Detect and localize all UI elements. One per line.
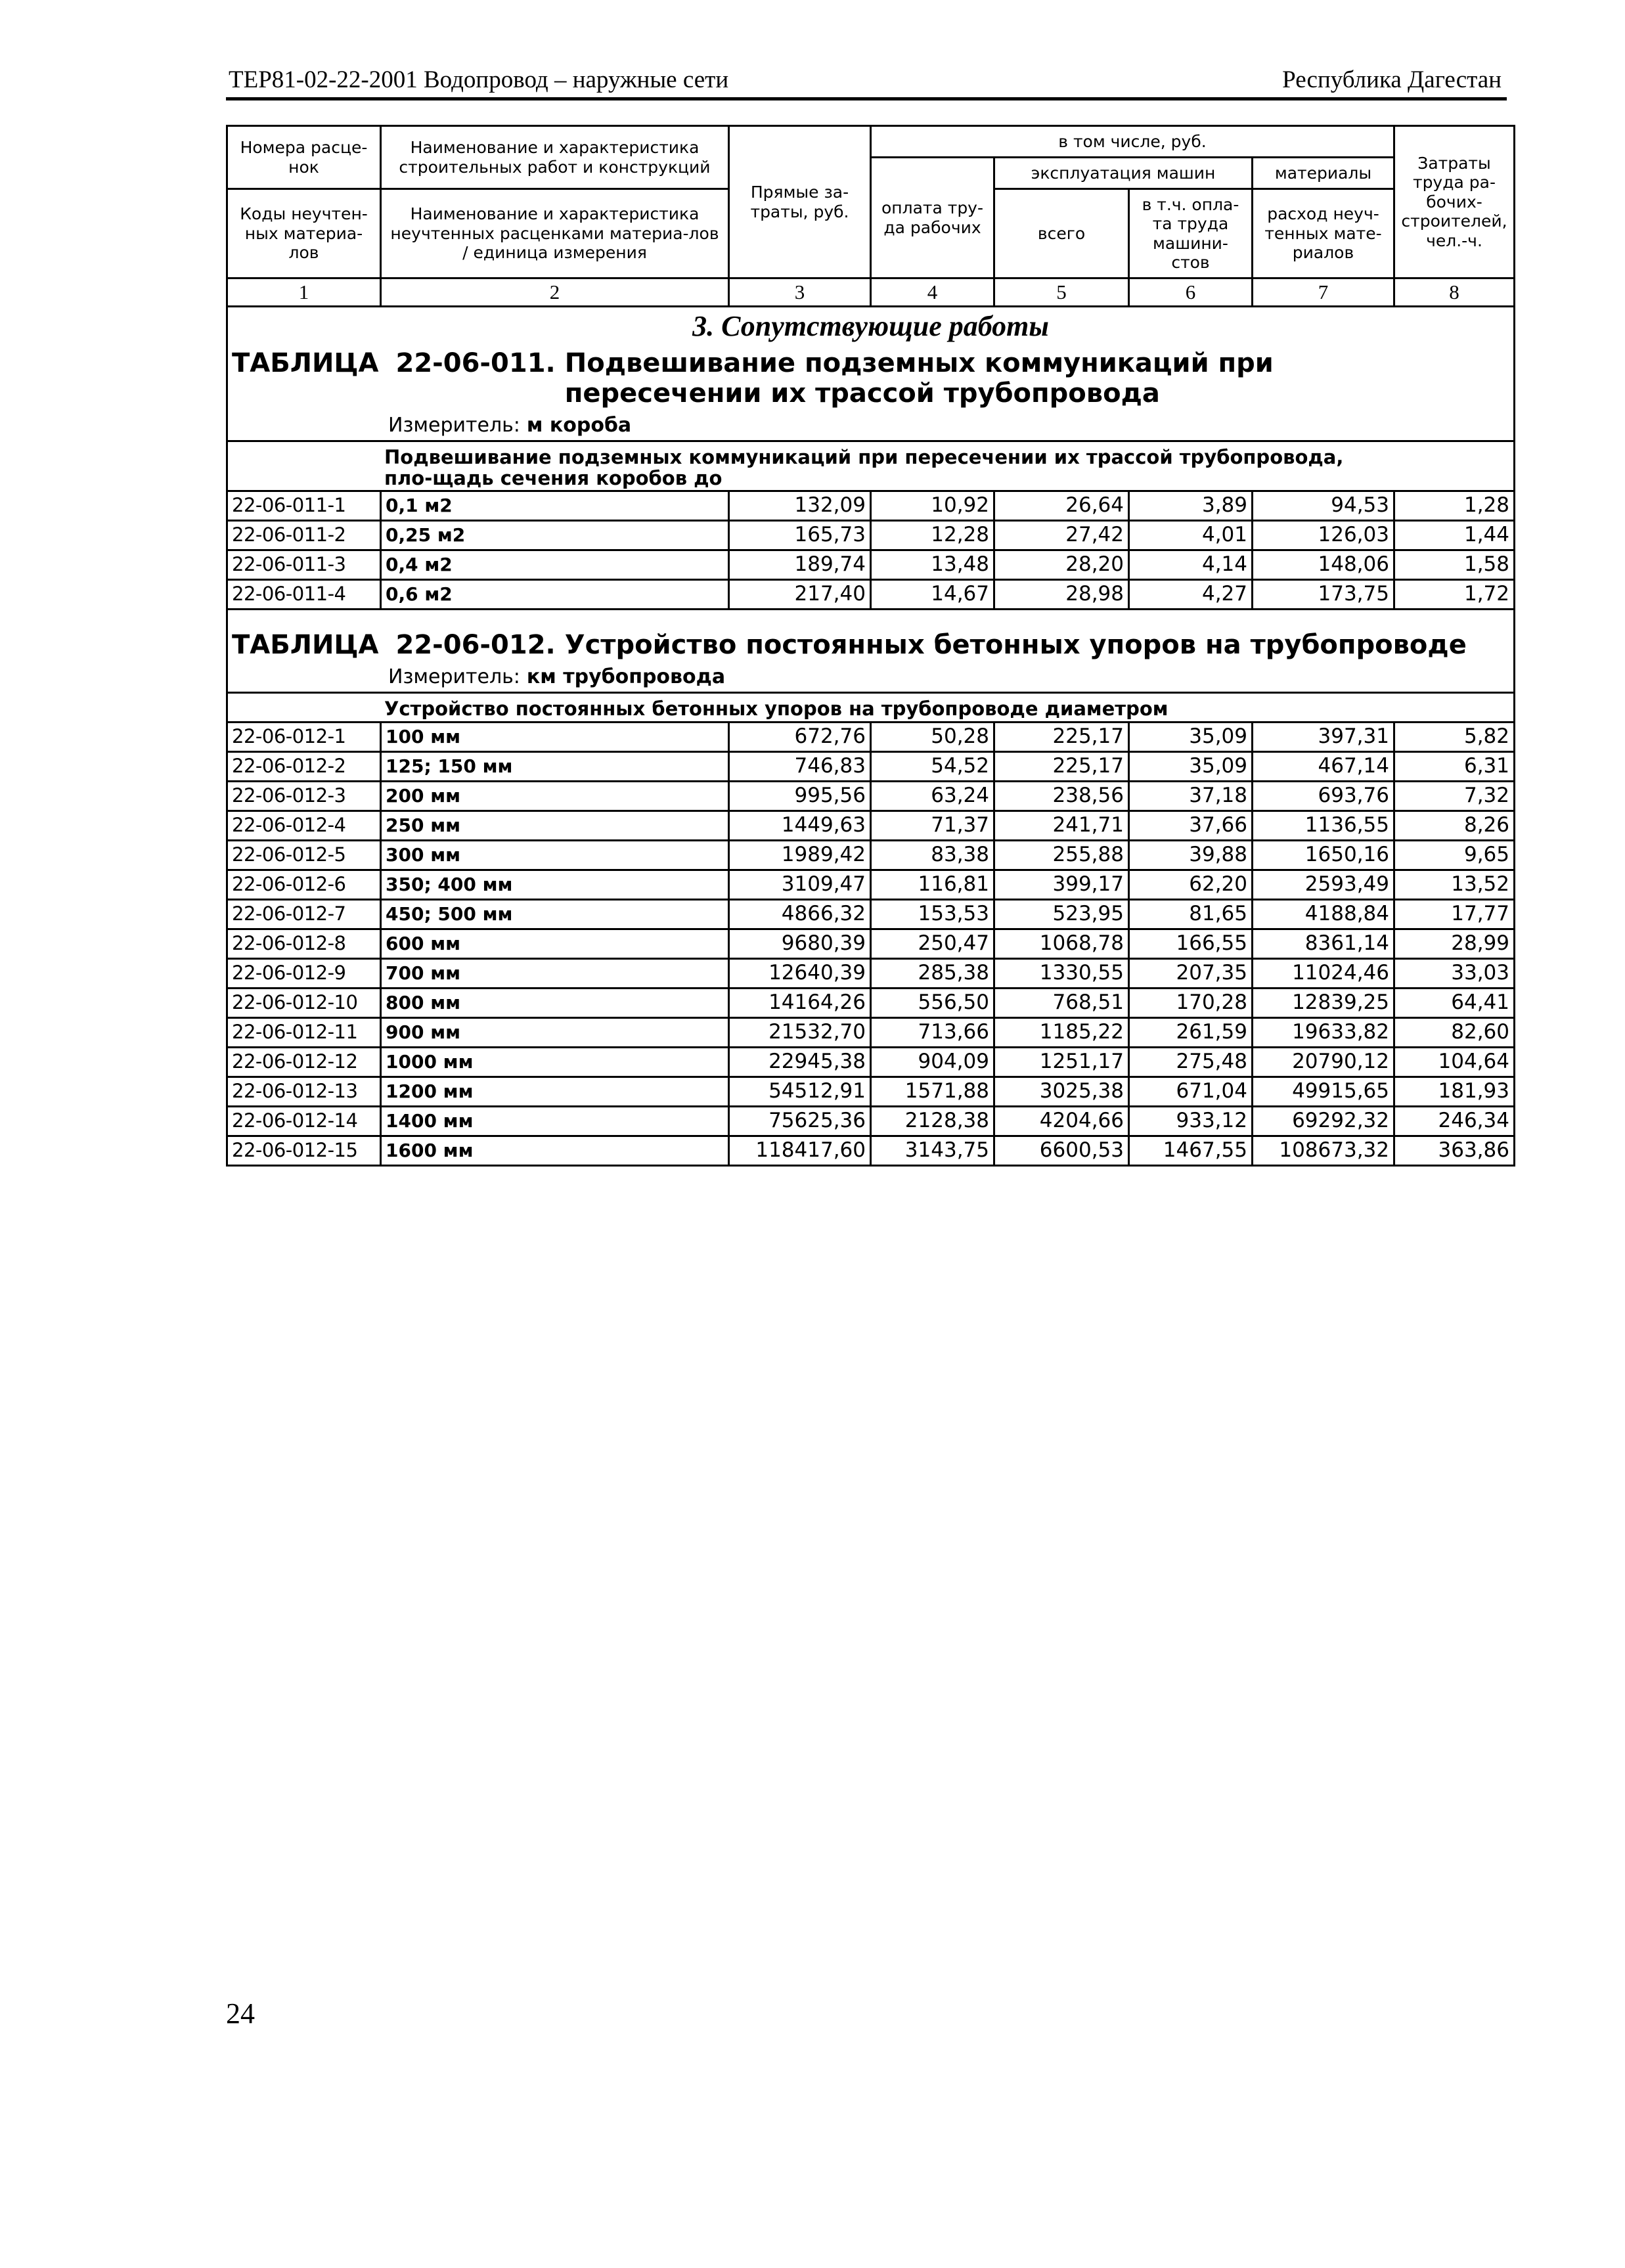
worker-pay: 153,53 [871, 899, 994, 929]
direct-costs: 54512,91 [729, 1077, 871, 1106]
machines-total: 28,98 [994, 580, 1129, 610]
worker-pay: 2128,38 [871, 1106, 994, 1136]
header-material-codes: Коды неучтен-ных материа-лов [227, 189, 381, 278]
table-row [227, 1017, 1515, 1047]
column-number: 1 [227, 278, 381, 307]
machines-total: 523,95 [994, 899, 1129, 929]
direct-costs: 22945,38 [729, 1047, 871, 1077]
work-parameter: 100 мм [381, 722, 729, 751]
machinist-pay: 4,27 [1129, 580, 1253, 610]
material-costs: 693,76 [1253, 781, 1394, 811]
labor-hours: 246,34 [1394, 1106, 1515, 1136]
header-machines: эксплуатация машин [994, 158, 1253, 189]
table-row [227, 751, 1515, 781]
rate-code: 22-06-012-12 [227, 1047, 381, 1077]
table-row [227, 870, 1515, 899]
worker-pay: 713,66 [871, 1017, 994, 1047]
rate-code: 22-06-012-9 [227, 958, 381, 988]
work-parameter: 900 мм [381, 1017, 729, 1047]
rate-code: 22-06-012-4 [227, 811, 381, 840]
direct-costs: 165,73 [729, 521, 871, 550]
worker-pay: 3143,75 [871, 1136, 994, 1165]
work-parameter: 0,25 м2 [381, 521, 729, 550]
table-row [227, 1077, 1515, 1106]
material-costs: 4188,84 [1253, 899, 1394, 929]
labor-hours: 28,99 [1394, 929, 1515, 958]
machinist-pay: 4,14 [1129, 550, 1253, 580]
group-description: Подвешивание подземных коммуникаций при пересечении их трассой трубопровода, пло-щадь сечения коробов до [227, 441, 1515, 491]
machines-total: 225,17 [994, 751, 1129, 781]
work-parameter: 250 мм [381, 811, 729, 840]
work-parameter: 0,6 м2 [381, 580, 729, 610]
machinist-pay: 4,01 [1129, 521, 1253, 550]
labor-hours: 33,03 [1394, 958, 1515, 988]
header-material-consumption: расход неуч-тенных мате-риалов [1253, 189, 1394, 278]
labor-hours: 64,41 [1394, 988, 1515, 1017]
measure-unit-line [388, 409, 1509, 440]
worker-pay: 63,24 [871, 781, 994, 811]
direct-costs: 118417,60 [729, 1136, 871, 1165]
rate-code: 22-06-012-15 [227, 1136, 381, 1165]
machines-total: 225,17 [994, 722, 1129, 751]
section-title: 3. Сопутствующие работы [227, 307, 1515, 346]
header-machines-total: всего [994, 189, 1129, 278]
rate-code: 22-06-012-14 [227, 1106, 381, 1136]
labor-hours: 1,44 [1394, 521, 1515, 550]
work-parameter: 300 мм [381, 840, 729, 870]
labor-hours: 104,64 [1394, 1047, 1515, 1077]
work-parameter: 1000 мм [381, 1047, 729, 1077]
direct-costs: 75625,36 [729, 1106, 871, 1136]
group-row [227, 441, 1515, 491]
worker-pay: 13,48 [871, 550, 994, 580]
rate-code: 22-06-011-4 [227, 580, 381, 610]
work-parameter: 0,4 м2 [381, 550, 729, 580]
machinist-pay: 37,18 [1129, 781, 1253, 811]
work-parameter: 1600 мм [381, 1136, 729, 1165]
column-number: 5 [994, 278, 1129, 307]
header-machinist-pay: в т.ч. опла-та труда машини-стов [1129, 189, 1253, 278]
work-parameter: 600 мм [381, 929, 729, 958]
direct-costs: 746,83 [729, 751, 871, 781]
machinist-pay: 671,04 [1129, 1077, 1253, 1106]
labor-hours: 1,72 [1394, 580, 1515, 610]
labor-hours: 9,65 [1394, 840, 1515, 870]
running-header [226, 63, 1507, 100]
measure-label: Измеритель: [388, 414, 520, 437]
header-worker-pay: оплата тру-да рабочих [871, 158, 994, 278]
machines-total: 3025,38 [994, 1077, 1129, 1106]
machines-total: 241,71 [994, 811, 1129, 840]
table-heading-row [227, 345, 1515, 441]
worker-pay: 1571,88 [871, 1077, 994, 1106]
work-parameter: 700 мм [381, 958, 729, 988]
rate-code: 22-06-012-1 [227, 722, 381, 751]
direct-costs: 189,74 [729, 550, 871, 580]
machinist-pay: 3,89 [1129, 491, 1253, 521]
worker-pay: 12,28 [871, 521, 994, 550]
table-label: ТАБЛИЦА [232, 630, 379, 661]
direct-costs: 4866,32 [729, 899, 871, 929]
machines-total: 1185,22 [994, 1017, 1129, 1047]
header-rate-numbers: Номера расце-нок [227, 126, 381, 189]
labor-hours: 7,32 [1394, 781, 1515, 811]
rate-code: 22-06-012-11 [227, 1017, 381, 1047]
work-parameter: 450; 500 мм [381, 899, 729, 929]
labor-hours: 17,77 [1394, 899, 1515, 929]
table-heading-text [232, 348, 1509, 409]
group-description: Устройство постоянных бетонных упоров на трубопроводе диаметром [227, 693, 1515, 722]
header-including: в том числе, руб. [871, 126, 1394, 158]
table-row [227, 929, 1515, 958]
material-costs: 1136,55 [1253, 811, 1394, 840]
rate-code: 22-06-012-3 [227, 781, 381, 811]
page-number: 24 [226, 1997, 255, 2030]
table-row [227, 899, 1515, 929]
table-row [227, 1106, 1515, 1136]
header-materials: материалы [1253, 158, 1394, 189]
rate-code: 22-06-012-8 [227, 929, 381, 958]
direct-costs: 132,09 [729, 491, 871, 521]
table-heading-row [227, 610, 1515, 693]
table-row [227, 781, 1515, 811]
table-row [227, 491, 1515, 521]
material-costs: 94,53 [1253, 491, 1394, 521]
labor-hours: 8,26 [1394, 811, 1515, 840]
price-table [226, 125, 1515, 1167]
machines-total: 238,56 [994, 781, 1129, 811]
work-parameter: 800 мм [381, 988, 729, 1017]
worker-pay: 10,92 [871, 491, 994, 521]
column-number: 6 [1129, 278, 1253, 307]
table-number: 22-06-012. [395, 630, 556, 661]
rate-code: 22-06-012-13 [227, 1077, 381, 1106]
column-number: 2 [381, 278, 729, 307]
machinist-pay: 37,66 [1129, 811, 1253, 840]
worker-pay: 250,47 [871, 929, 994, 958]
labor-hours: 1,28 [1394, 491, 1515, 521]
machines-total: 399,17 [994, 870, 1129, 899]
material-costs: 49915,65 [1253, 1077, 1394, 1106]
machines-total: 26,64 [994, 491, 1129, 521]
table-row [227, 1047, 1515, 1077]
labor-hours: 181,93 [1394, 1077, 1515, 1106]
machinist-pay: 933,12 [1129, 1106, 1253, 1136]
labor-hours: 13,52 [1394, 870, 1515, 899]
header-material-name: Наименование и характеристика неучтенных расценками материа-лов / единица измерения [381, 189, 729, 278]
rate-code: 22-06-012-10 [227, 988, 381, 1017]
work-parameter: 1400 мм [381, 1106, 729, 1136]
machines-total: 1330,55 [994, 958, 1129, 988]
machines-total: 4204,66 [994, 1106, 1129, 1136]
worker-pay: 556,50 [871, 988, 994, 1017]
measure-unit: м короба [526, 414, 632, 437]
worker-pay: 50,28 [871, 722, 994, 751]
direct-costs: 995,56 [729, 781, 871, 811]
table-heading [227, 345, 1515, 441]
machines-total: 27,42 [994, 521, 1129, 550]
rate-code: 22-06-012-7 [227, 899, 381, 929]
column-number: 4 [871, 278, 994, 307]
worker-pay: 54,52 [871, 751, 994, 781]
rate-code: 22-06-011-3 [227, 550, 381, 580]
document-code-title: ТЕР81-02-22-2001 Водопровод – наружные сети [229, 66, 729, 93]
work-parameter: 125; 150 мм [381, 751, 729, 781]
machines-total: 255,88 [994, 840, 1129, 870]
labor-hours: 5,82 [1394, 722, 1515, 751]
table-row [227, 1136, 1515, 1165]
material-costs: 20790,12 [1253, 1047, 1394, 1077]
direct-costs: 14164,26 [729, 988, 871, 1017]
table-label: ТАБЛИЦА [232, 348, 379, 378]
worker-pay: 116,81 [871, 870, 994, 899]
direct-costs: 3109,47 [729, 870, 871, 899]
direct-costs: 1449,63 [729, 811, 871, 840]
table-title: Подвешивание подземных коммуникаций при пересечении их трассой трубопровода [564, 348, 1274, 409]
machinist-pay: 39,88 [1129, 840, 1253, 870]
material-costs: 467,14 [1253, 751, 1394, 781]
machinist-pay: 81,65 [1129, 899, 1253, 929]
rate-code: 22-06-012-6 [227, 870, 381, 899]
table-row [227, 988, 1515, 1017]
header-direct-costs: Прямые за-траты, руб. [729, 126, 871, 278]
table-row [227, 550, 1515, 580]
worker-pay: 83,38 [871, 840, 994, 870]
material-costs: 126,03 [1253, 521, 1394, 550]
labor-hours: 82,60 [1394, 1017, 1515, 1047]
material-costs: 2593,49 [1253, 870, 1394, 899]
machines-total: 28,20 [994, 550, 1129, 580]
machinist-pay: 35,09 [1129, 722, 1253, 751]
labor-hours: 363,86 [1394, 1136, 1515, 1165]
table-row [227, 580, 1515, 610]
machinist-pay: 166,55 [1129, 929, 1253, 958]
direct-costs: 9680,39 [729, 929, 871, 958]
work-parameter: 1200 мм [381, 1077, 729, 1106]
worker-pay: 904,09 [871, 1047, 994, 1077]
labor-hours: 6,31 [1394, 751, 1515, 781]
rate-code: 22-06-012-2 [227, 751, 381, 781]
table-heading [227, 610, 1515, 693]
machinist-pay: 207,35 [1129, 958, 1253, 988]
table-number: 22-06-011. [395, 348, 556, 378]
direct-costs: 12640,39 [729, 958, 871, 988]
material-costs: 8361,14 [1253, 929, 1394, 958]
material-costs: 148,06 [1253, 550, 1394, 580]
material-costs: 397,31 [1253, 722, 1394, 751]
machines-total: 768,51 [994, 988, 1129, 1017]
table-title: Устройство постоянных бетонных упоров на трубопроводе [564, 630, 1467, 661]
work-parameter: 0,1 м2 [381, 491, 729, 521]
worker-pay: 14,67 [871, 580, 994, 610]
table-row [227, 811, 1515, 840]
worker-pay: 71,37 [871, 811, 994, 840]
table-row [227, 722, 1515, 751]
measure-unit: км трубопровода [526, 665, 726, 689]
machines-total: 6600,53 [994, 1136, 1129, 1165]
machines-total: 1068,78 [994, 929, 1129, 958]
group-row [227, 693, 1515, 722]
header-labor-hours: Затраты труда ра-бочих-строителей, чел.-ч. [1394, 126, 1515, 278]
material-costs: 173,75 [1253, 580, 1394, 610]
material-costs: 69292,32 [1253, 1106, 1394, 1136]
rate-code: 22-06-011-2 [227, 521, 381, 550]
machinist-pay: 35,09 [1129, 751, 1253, 781]
material-costs: 12839,25 [1253, 988, 1394, 1017]
worker-pay: 285,38 [871, 958, 994, 988]
measure-unit-line [388, 660, 1509, 692]
direct-costs: 672,76 [729, 722, 871, 751]
table-number-block [232, 348, 565, 409]
table-row [227, 521, 1515, 550]
column-number: 8 [1394, 278, 1515, 307]
table-number-block [232, 630, 565, 660]
machinist-pay: 170,28 [1129, 988, 1253, 1017]
machinist-pay: 275,48 [1129, 1047, 1253, 1077]
header-work-name: Наименование и характеристика строительных работ и конструкций [381, 126, 729, 189]
work-parameter: 350; 400 мм [381, 870, 729, 899]
material-costs: 19633,82 [1253, 1017, 1394, 1047]
machines-total: 1251,17 [994, 1047, 1129, 1077]
labor-hours: 1,58 [1394, 550, 1515, 580]
work-parameter: 200 мм [381, 781, 729, 811]
column-number: 3 [729, 278, 871, 307]
table-heading-text [232, 630, 1509, 660]
direct-costs: 217,40 [729, 580, 871, 610]
measure-label: Измеритель: [388, 665, 520, 689]
material-costs: 108673,32 [1253, 1136, 1394, 1165]
table-row [227, 840, 1515, 870]
material-costs: 11024,46 [1253, 958, 1394, 988]
direct-costs: 1989,42 [729, 840, 871, 870]
machinist-pay: 62,20 [1129, 870, 1253, 899]
rate-code: 22-06-011-1 [227, 491, 381, 521]
machinist-pay: 1467,55 [1129, 1136, 1253, 1165]
rate-code: 22-06-012-5 [227, 840, 381, 870]
material-costs: 1650,16 [1253, 840, 1394, 870]
machinist-pay: 261,59 [1129, 1017, 1253, 1047]
column-number: 7 [1253, 278, 1394, 307]
region-name: Республика Дагестан [1282, 66, 1502, 93]
table-row [227, 958, 1515, 988]
direct-costs: 21532,70 [729, 1017, 871, 1047]
